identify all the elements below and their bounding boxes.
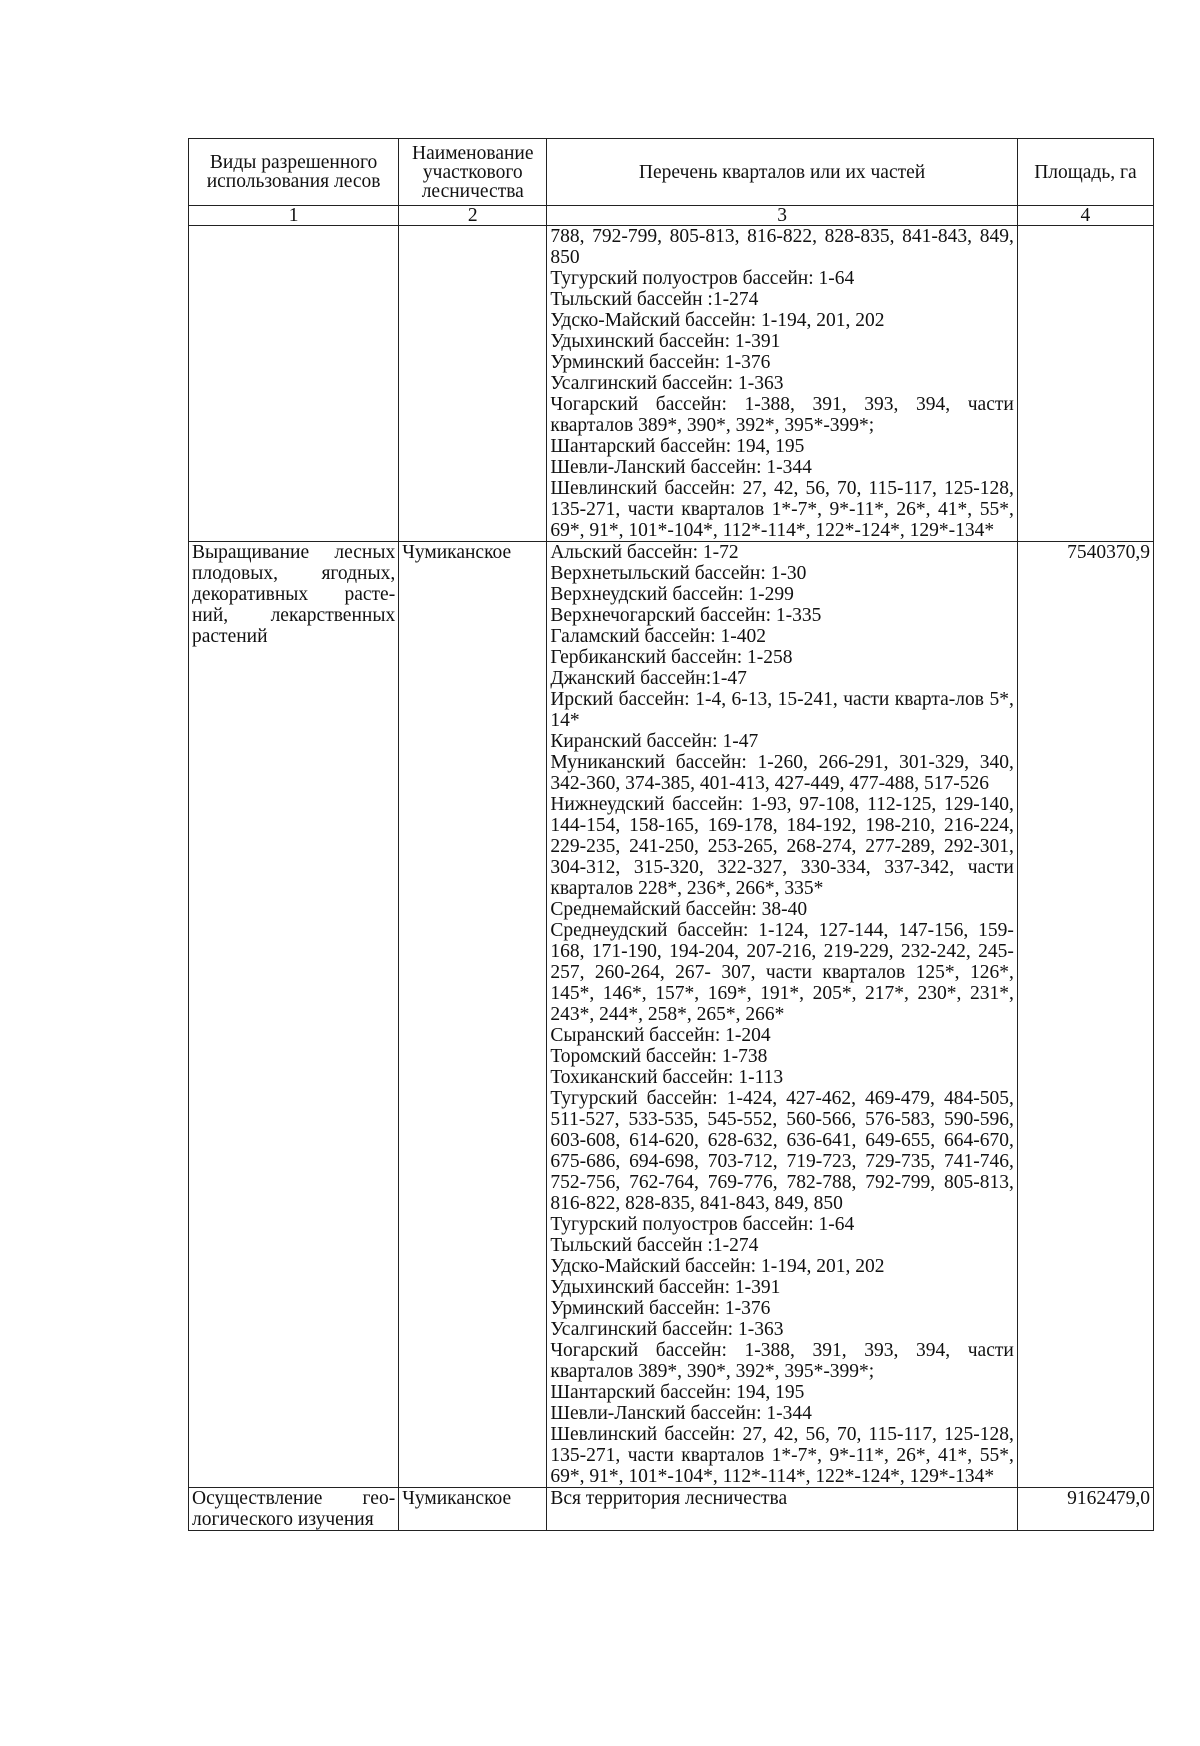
quarter-entry: Киранский бассейн: 1-47 [550,731,759,752]
quarter-entry: Усалгинский бассейн: 1-363 [550,1319,784,1340]
quarters-cell [547,226,1017,542]
quarter-entry: Джанский бассейн:1-47 [550,668,747,689]
table-row [189,1488,1154,1531]
header-quarters-list: Перечень кварталов или их частей [547,139,1017,206]
quarter-entry: Тугурский бассейн: 1-424, 427-462, 469-479, 484-505, 511-527, 533-535, 545-552, 560-566, 576-583, 590-596, 603-608, 614-620, 628-632, 636-641, 649-655, 664-670, 675-686, 694-698, 703-712, 719-723, 729-735, 741-746, 752-756, 762-764, 769-776, 782-788, 792-799, 805-813, 816-822, 828-835, 841-843, 849, 850 [550,1088,1014,1214]
quarters-cell [547,542,1017,1488]
area-cell: 7540370,9 [1017,542,1153,1488]
quarter-entry: Среднеудский бассейн: 1-124, 127-144, 147-156, 159-168, 171-190, 194-204, 207-216, 219-229, 232-242, 245-257, 260-264, 267- 307, части кварталов 125*, 126*, 145*, 146*, 157*, 169*, 191*, 205*, 217*, 230*, 231*, 243*, 244*, 258*, 265*, 266* [550,920,1014,1025]
quarter-entry: Тугурский полуостров бассейн: 1-64 [550,268,855,289]
quarter-entry: Торомский бассейн: 1-738 [550,1046,768,1067]
quarter-entry: Муниканский бассейн: 1-260, 266-291, 301-329, 340, 342-360, 374-385, 401-413, 427-449, 477-488, 517-526 [550,752,1014,794]
use-type-cell [189,226,399,542]
quarter-entry: Шевлинский бассейн: 27, 42, 56, 70, 115-117, 125-128, 135-271, части кварталов 1*-7*, 9*-11*, 26*, 41*, 55*, 69*, 91*, 101*-104*, 112*-114*, 122*-124*, 129*-134* [550,478,1014,541]
use-type-cell: Осуществление гео-логического изучения [189,1488,399,1531]
table-header-row [189,139,1154,206]
table-row [189,226,1154,542]
header-use-types: Виды разрешенного использования лесов [189,139,399,206]
quarter-entry: Удыхинский бассейн: 1-391 [550,1277,781,1298]
quarter-entry: Тугурский полуостров бассейн: 1-64 [550,1214,855,1235]
quarter-entry: Урминский бассейн: 1-376 [550,352,771,373]
forest-use-table [188,138,1154,1531]
quarter-entry: Чогарский бассейн: 1-388, 391, 393, 394, части кварталов 389*, 390*, 392*, 395*-399*; [550,394,1014,436]
column-number: 4 [1017,206,1153,226]
quarter-entry: Тыльский бассейн :1-274 [550,1235,759,1256]
quarter-entry: Галамский бассейн: 1-402 [550,626,766,647]
table-row [189,542,1154,1488]
use-type-cell: Выращивание лесных плодовых, ягодных, декоративных расте-ний, лекарственных растений [189,542,399,1488]
quarter-entry: Шантарский бассейн: 194, 195 [550,436,805,457]
quarter-entry: Тохиканский бассейн: 1-113 [550,1067,784,1088]
quarter-entry: Нижнеудский бассейн: 1-93, 97-108, 112-125, 129-140, 144-154, 158-165, 169-178, 184-192, 198-210, 216-224, 229-235, 241-250, 253-265, 268-274, 277-289, 292-301, 304-312, 315-320, 322-327, 330-334, 337-342, части кварталов 228*, 236*, 266*, 335* [550,794,1014,899]
quarter-entry: Чогарский бассейн: 1-388, 391, 393, 394, части кварталов 389*, 390*, 392*, 395*-399*; [550,1340,1014,1382]
area-cell [1017,226,1153,542]
forestry-cell: Чумиканское [399,542,547,1488]
quarters-cell [547,1488,1017,1531]
quarter-entry: Удско-Майский бассейн: 1-194, 201, 202 [550,310,885,331]
quarter-entry: Верхнетыльский бассейн: 1-30 [550,563,807,584]
quarter-entry: Верхнечогарский бассейн: 1-335 [550,605,822,626]
quarter-entry: Урминский бассейн: 1-376 [550,1298,771,1319]
quarter-entry: 788, 792-799, 805-813, 816-822, 828-835, 841-843, 849, 850 [550,226,1014,268]
column-number: 1 [189,206,399,226]
quarter-entry: Шевлинский бассейн: 27, 42, 56, 70, 115-117, 125-128, 135-271, части кварталов 1*-7*, 9*-11*, 26*, 41*, 55*, 69*, 91*, 101*-104*, 112*-114*, 122*-124*, 129*-134* [550,1424,1014,1487]
quarter-entry: Удыхинский бассейн: 1-391 [550,331,781,352]
area-cell: 9162479,0 [1017,1488,1153,1531]
quarter-entry: Верхнеудский бассейн: 1-299 [550,584,794,605]
quarter-entry: Сыранский бассейн: 1-204 [550,1025,771,1046]
column-number-row [189,206,1154,226]
quarter-entry: Альский бассейн: 1-72 [550,542,739,563]
quarter-entry: Ирский бассейн: 1-4, 6-13, 15-241, части кварта-лов 5*, 14* [550,689,1014,731]
forestry-cell: Чумиканское [399,1488,547,1531]
column-number: 3 [547,206,1017,226]
header-area: Площадь, га [1017,139,1153,206]
quarter-entry: Шевли-Ланский бассейн: 1-344 [550,1403,812,1424]
quarter-entry: Тыльский бассейн :1-274 [550,289,759,310]
quarter-entry: Гербиканский бассейн: 1-258 [550,647,793,668]
column-number: 2 [399,206,547,226]
quarter-entry: Усалгинский бассейн: 1-363 [550,373,784,394]
forestry-cell [399,226,547,542]
quarter-entry: Удско-Майский бассейн: 1-194, 201, 202 [550,1256,885,1277]
quarter-entry: Вся территория лесничества [550,1488,788,1509]
quarter-entry: Шевли-Ланский бассейн: 1-344 [550,457,812,478]
quarter-entry: Шантарский бассейн: 194, 195 [550,1382,805,1403]
quarter-entry: Среднемайский бассейн: 38-40 [550,899,808,920]
header-forestry-name: Наименование участкового лесничества [399,139,547,206]
